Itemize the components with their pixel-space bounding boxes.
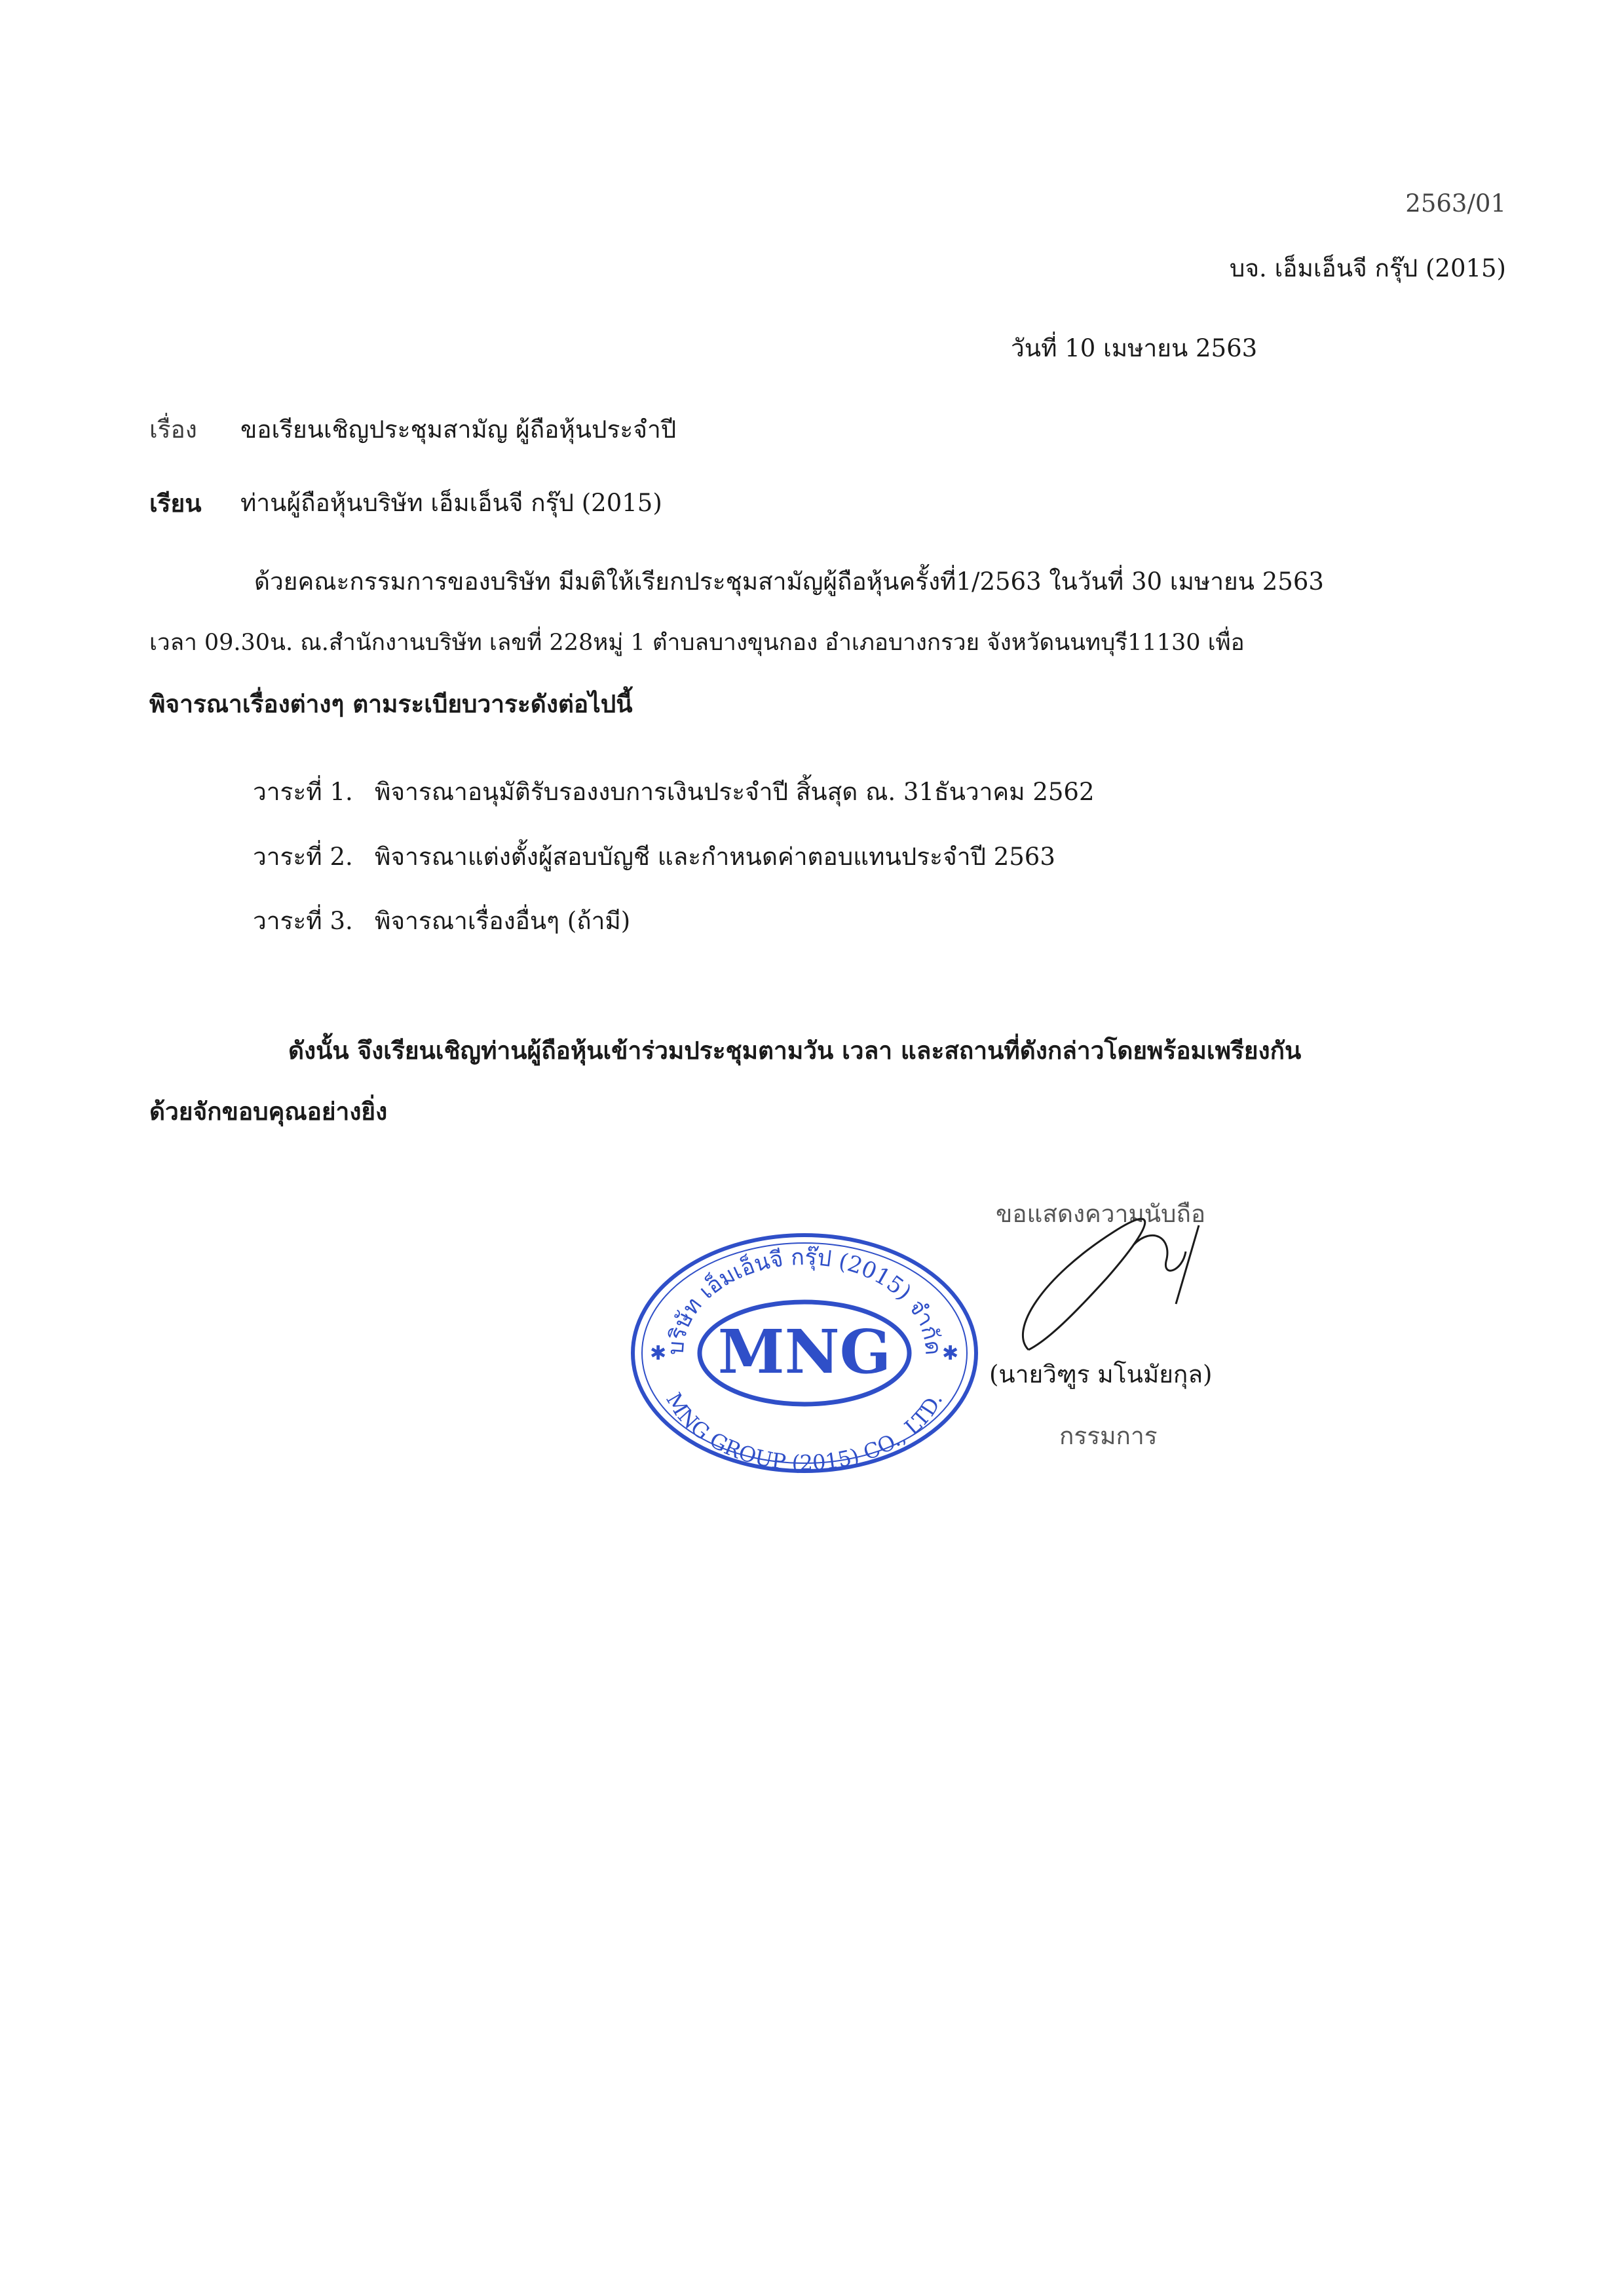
recipient-text: ท่านผู้ถือหุ้นบริษัท เอ็มเอ็นจี กรุ๊ป (2015) [240, 489, 662, 517]
agenda-item-2-text: พิจารณาแต่งตั้งผู้สอบบัญชี และกำหนดค่าตอบแทนประจำปี 2563 [375, 843, 1055, 871]
handwritten-signature [1002, 1199, 1277, 1369]
closing-line-1: ดังนั้น จึงเรียนเชิญท่านผู้ถือหุ้นเข้าร่วมประชุมตามวัน เวลา และสถานที่ดังกล่าวโดยพร้อมเพรียงกัน [288, 1036, 1302, 1065]
signer-position: กรรมการ [1059, 1422, 1158, 1450]
letter-date: วันที่ 10 เมษายน 2563 [1011, 334, 1258, 362]
stamp-star-left: ✱ [650, 1342, 667, 1365]
stamp-logo-text: MNG [717, 1316, 892, 1387]
subject-label: เรื่อง [149, 415, 197, 444]
stamp-star-right: ✱ [942, 1342, 959, 1365]
agenda-item-2-label: วาระที่ 2. [253, 843, 353, 871]
agenda-item-3-text: พิจารณาเรื่องอื่นๆ (ถ้ามี) [375, 907, 631, 935]
signer-name: (นายวิฑูร มโนมัยกุล) [989, 1360, 1213, 1388]
company-stamp [621, 1219, 988, 1481]
agenda-item-3-label: วาระที่ 3. [253, 907, 353, 935]
closing-line-2: ด้วยจักขอบคุณอย่างยิ่ง [149, 1097, 388, 1126]
agenda-item-1-label: วาระที่ 1. [253, 778, 353, 806]
subject-text: ขอเรียนเชิญประชุมสามัญ ผู้ถือหุ้นประจำปี [240, 415, 677, 444]
stamp-bottom-arc: MNG GROUP (2015) CO., LTD. [661, 1388, 948, 1476]
body-paragraph-line-2: เวลา 09.30น. ณ.สำนักงานบริษัท เลขที่ 228หมู่ 1 ตำบลบางขุนกอง อำเภอบางกรวย จังหวัดนนทบุรี11130 เพื่อ [149, 630, 1245, 656]
recipient-label: เรียน [149, 489, 202, 518]
body-paragraph-line-1: ด้วยคณะกรรมการของบริษัท มีมติให้เรียกประชุมสามัญผู้ถือหุ้นครั้งที่1/2563 ในวันที่ 30 เมษายน 2563 [254, 567, 1324, 596]
stamp-top-arc: บริษัท เอ็มเอ็นจี กรุ๊ป (2015) จำกัด [662, 1244, 947, 1356]
document-number: 2563/01 [1405, 189, 1506, 218]
company-name: บจ. เอ็มเอ็นจี กรุ๊ป (2015) [1229, 254, 1506, 282]
body-paragraph-line-3: พิจารณาเรื่องต่างๆ ตามระเบียบวาระดังต่อไปนี้ [149, 689, 633, 718]
agenda-item-1-text: พิจารณาอนุมัติรับรองงบการเงินประจำปี สิ้นสุด ณ. 31ธันวาคม 2562 [375, 778, 1095, 806]
regards-text: ขอแสดงความนับถือ [996, 1200, 1206, 1228]
